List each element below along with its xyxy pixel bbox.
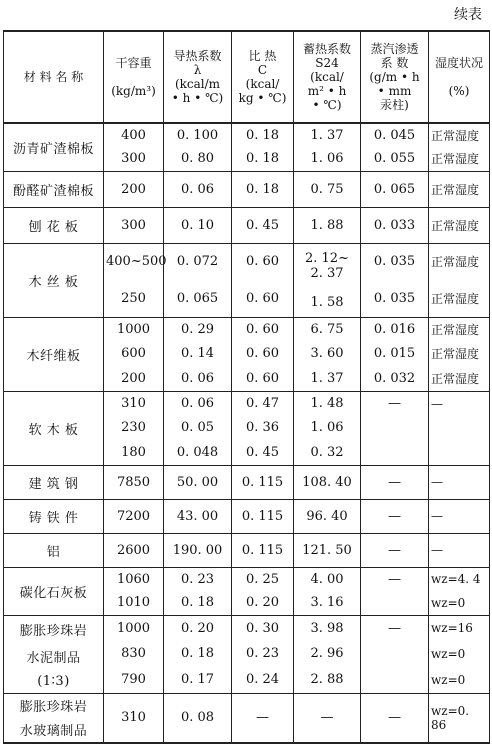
cell-value: 0. 016 — [373, 322, 416, 338]
cell-value: 1. 48 — [310, 396, 344, 412]
cell-conductivity — [164, 465, 232, 499]
cell-value: 0. 032 — [373, 370, 416, 386]
cell-value: wz=0 — [431, 595, 466, 610]
cell-value: 1. 06 — [310, 151, 344, 167]
cell-value: 1000 — [116, 620, 151, 636]
header-humidity: 湿度状况 (%) — [429, 31, 490, 123]
cell-humidity — [429, 391, 490, 465]
cell-value: 正常湿度 — [431, 255, 480, 270]
cell-name — [4, 171, 104, 207]
cell-value — [363, 420, 426, 435]
cell-vapor — [361, 465, 429, 499]
cell-vapor — [361, 567, 429, 615]
cell-storage — [294, 615, 361, 693]
cell-value: 2. 12~ 2. 37 — [305, 250, 349, 281]
cell-value: 6. 75 — [310, 322, 344, 338]
header-conductivity: 导热系数 λ (kcal/m • h • ℃) — [164, 31, 232, 123]
cell-vapor — [361, 391, 429, 465]
cell-vapor — [361, 499, 429, 533]
cell-conductivity — [164, 317, 232, 391]
table-row — [4, 243, 490, 317]
cell-value: 43. 00 — [176, 508, 219, 524]
cell-value: 0. 47 — [245, 396, 280, 412]
cell-value: 200 — [121, 181, 146, 197]
cell-value: 250 — [121, 290, 146, 306]
cell-density — [104, 499, 164, 533]
continued-label: 续表 — [454, 7, 482, 23]
cell-value: 0. 05 — [180, 420, 215, 436]
cell-value: 水泥制品 — [26, 650, 81, 666]
cell-value: 建 筑 钢 — [28, 476, 79, 492]
table-row — [4, 317, 490, 391]
cell-density — [104, 207, 164, 243]
table-row — [4, 207, 490, 243]
cell-value: 1010 — [116, 595, 151, 611]
cell-value: 0. 75 — [310, 181, 344, 197]
cell-density — [104, 243, 167, 317]
cell-value: 0. 115 — [241, 508, 284, 524]
cell-value: — — [388, 710, 401, 726]
cell-conductivity — [164, 499, 232, 533]
cell-storage — [294, 123, 361, 171]
cell-name — [4, 243, 104, 317]
cell-value: 0. 45 — [245, 444, 280, 460]
cell-value: wz=0. 86 — [431, 703, 470, 732]
cell-value: wz=4. 4 — [431, 572, 481, 587]
cell-value — [431, 445, 487, 459]
cell-value: 1. 58 — [310, 294, 344, 310]
cell-value — [431, 421, 487, 435]
cell-value: 1. 06 — [310, 420, 344, 436]
cell-value: — — [388, 571, 401, 587]
cell-value: — — [388, 396, 401, 412]
cell-value: 2600 — [116, 542, 151, 558]
cell-value: 0. 065 — [176, 290, 219, 306]
cell-specific-heat — [232, 533, 294, 567]
cell-vapor — [361, 693, 429, 743]
cell-value: 0. 048 — [176, 444, 219, 460]
cell-value: 0. 23 — [180, 571, 215, 587]
cell-vapor — [361, 533, 429, 567]
cell-specific-heat — [232, 615, 294, 693]
cell-humidity — [429, 533, 490, 567]
cell-value: 0. 065 — [373, 181, 416, 197]
cell-specific-heat — [232, 243, 294, 317]
cell-value — [363, 595, 426, 610]
cell-value: — — [320, 710, 334, 726]
cell-value: 0. 033 — [373, 217, 416, 233]
cell-value: 刨 花 板 — [28, 219, 79, 235]
cell-value: 0. 055 — [373, 151, 416, 167]
cell-conductivity — [164, 693, 232, 743]
cell-value: 0. 18 — [245, 181, 280, 197]
cell-storage — [294, 499, 361, 533]
cell-value: 木纤维板 — [26, 348, 81, 364]
cell-value: 铝 — [46, 544, 61, 560]
cell-value: 0. 06 — [180, 181, 215, 197]
cell-density — [104, 533, 164, 567]
cell-value: 0. 24 — [245, 672, 280, 688]
cell-value: 1. 37 — [310, 370, 344, 386]
cell-value: 0. 60 — [245, 254, 280, 270]
cell-specific-heat — [232, 567, 294, 615]
cell-value: 7850 — [116, 474, 151, 490]
cell-value: 0. 10 — [180, 217, 215, 233]
cell-value: 300 — [121, 151, 146, 167]
cell-value: 正常湿度 — [431, 182, 480, 197]
cell-conductivity — [164, 243, 232, 317]
table-row — [4, 499, 490, 533]
cell-value: 0. 17 — [180, 672, 215, 688]
cell-value: — — [256, 710, 269, 726]
cell-value: 沥青矿渣棉板 — [12, 141, 94, 157]
cell-conductivity — [164, 391, 232, 465]
cell-value: (1∶3) — [37, 673, 70, 689]
cell-value: 4. 00 — [310, 571, 344, 587]
cell-value: 0. 18 — [180, 646, 215, 662]
header-vapor: 蒸汽渗透 系 数 (g/m • h • mm 汞柱) — [361, 31, 429, 123]
cell-value: 7200 — [116, 508, 151, 524]
cell-humidity — [429, 693, 490, 743]
table-row — [4, 465, 490, 499]
table-row — [4, 533, 490, 567]
cell-value: 酚醛矿渣棉板 — [12, 183, 94, 199]
cell-value: — — [388, 508, 401, 524]
cell-name — [4, 499, 104, 533]
cell-density — [104, 615, 164, 693]
table-row — [4, 171, 490, 207]
cell-value: 50. 00 — [176, 474, 219, 490]
cell-name — [4, 533, 104, 567]
cell-value: 790 — [121, 672, 146, 688]
cell-name — [4, 207, 104, 243]
cell-storage — [294, 207, 361, 243]
cell-value: 400 — [121, 128, 146, 144]
cell-value: 0. 23 — [245, 646, 280, 662]
header-row — [4, 31, 490, 123]
cell-value: — — [388, 542, 401, 558]
cell-humidity — [429, 615, 490, 693]
cell-value: — — [431, 509, 443, 523]
cell-value — [363, 672, 426, 687]
cell-density — [104, 171, 164, 207]
cell-value: 木 丝 板 — [28, 274, 79, 290]
cell-value: 0. 60 — [245, 322, 280, 338]
cell-value: 1. 88 — [310, 217, 344, 233]
cell-value: 0. 115 — [241, 474, 284, 490]
cell-value: 正常湿度 — [431, 129, 480, 144]
cell-value — [363, 445, 426, 460]
cell-vapor — [361, 207, 429, 243]
cell-vapor — [361, 243, 429, 317]
cell-value: 121. 50 — [302, 542, 352, 558]
cell-value: 3. 16 — [310, 595, 344, 611]
cell-value: wz=0 — [431, 672, 466, 687]
cell-value: 0. 035 — [373, 290, 416, 306]
cell-vapor — [361, 615, 429, 693]
cell-value: 碳化石灰板 — [19, 585, 88, 601]
cell-conductivity — [164, 171, 232, 207]
cell-storage — [294, 391, 361, 465]
cell-value: 310 — [121, 396, 146, 412]
cell-value: 0. 60 — [245, 290, 280, 306]
cell-name — [4, 693, 104, 743]
cell-value: 正常湿度 — [431, 323, 480, 338]
cell-value: 0. 072 — [176, 254, 219, 270]
header-density: 干容重 (kg/m³) — [104, 31, 164, 123]
cell-value — [363, 646, 426, 661]
cell-density — [104, 567, 164, 615]
cell-density — [104, 693, 164, 743]
cell-name — [4, 615, 104, 693]
header-material: 材 料 名 称 — [4, 31, 104, 123]
cell-value: wz=0 — [431, 646, 466, 661]
cell-value: 830 — [121, 646, 146, 662]
cell-value: 0. 25 — [245, 571, 280, 587]
cell-specific-heat — [232, 171, 294, 207]
cell-conductivity — [164, 567, 232, 615]
cell-storage — [294, 171, 361, 207]
cell-vapor — [361, 171, 429, 207]
cell-value: — — [431, 396, 443, 411]
cell-specific-heat — [232, 317, 294, 391]
cell-value: 正常湿度 — [431, 218, 480, 233]
cell-value: 3. 98 — [310, 620, 344, 636]
cell-value: 310 — [121, 710, 146, 726]
cell-value: — — [388, 474, 401, 490]
cell-density — [104, 123, 164, 171]
cell-value: 软 木 板 — [28, 422, 79, 438]
cell-value: 180 — [121, 444, 146, 460]
cell-value: 水玻璃制品 — [19, 724, 88, 740]
cell-value: 600 — [121, 346, 146, 362]
cell-humidity — [429, 317, 490, 391]
cell-value: 190. 00 — [172, 542, 223, 558]
cell-value: 0. 20 — [245, 595, 280, 611]
cell-humidity — [429, 465, 490, 499]
cell-value: 正常湿度 — [431, 291, 480, 306]
cell-storage — [294, 243, 361, 317]
cell-value: 0. 20 — [180, 620, 215, 636]
cell-value: 0. 18 — [180, 595, 215, 611]
cell-specific-heat — [232, 465, 294, 499]
cell-specific-heat — [232, 391, 294, 465]
cell-humidity — [429, 499, 490, 533]
material-properties-table — [3, 30, 490, 744]
cell-value: 0. 80 — [180, 151, 215, 167]
cell-value: 0. 015 — [373, 346, 416, 362]
cell-value: 0. 18 — [245, 128, 280, 144]
cell-humidity — [429, 123, 490, 171]
cell-value: 230 — [121, 420, 146, 436]
cell-conductivity — [164, 123, 232, 171]
cell-humidity — [429, 567, 490, 615]
header-specific-heat: 比 热 C (kcal/ kg • ℃) — [232, 31, 294, 123]
cell-value: 正常湿度 — [431, 371, 480, 386]
cell-value: 0. 06 — [180, 396, 215, 412]
cell-value: 0. 29 — [180, 322, 215, 338]
cell-value: — — [431, 543, 443, 557]
cell-specific-heat — [232, 207, 294, 243]
cell-density — [104, 317, 164, 391]
cell-specific-heat — [232, 499, 294, 533]
table-row — [4, 391, 490, 465]
cell-value: 0. 06 — [180, 370, 215, 386]
cell-value: 0. 36 — [245, 420, 280, 436]
cell-value: 0. 60 — [245, 370, 280, 386]
cell-name — [4, 567, 104, 615]
cell-vapor — [361, 317, 429, 391]
cell-specific-heat — [232, 123, 294, 171]
cell-value: 300 — [121, 217, 146, 233]
cell-density — [104, 465, 164, 499]
cell-storage — [294, 317, 361, 391]
cell-humidity — [429, 243, 490, 317]
cell-value: 96. 40 — [306, 508, 348, 524]
cell-value: 正常湿度 — [431, 347, 480, 362]
cell-value: 膨胀珍珠岩 — [19, 700, 88, 716]
cell-value: wz=16 — [431, 621, 473, 636]
cell-value: 0. 18 — [245, 151, 280, 167]
cell-storage — [294, 533, 361, 567]
table-row — [4, 615, 490, 693]
cell-value: 0. 30 — [245, 620, 280, 636]
cell-value: 108. 40 — [302, 474, 352, 490]
cell-value: 0. 100 — [176, 128, 219, 144]
cell-density — [104, 391, 164, 465]
cell-value: 铸 铁 件 — [28, 510, 79, 526]
cell-value: 正常湿度 — [431, 152, 480, 167]
cell-value: 0. 08 — [180, 710, 215, 726]
cell-value: 3. 60 — [310, 346, 344, 362]
cell-storage — [294, 567, 361, 615]
cell-value: 0. 45 — [245, 217, 280, 233]
cell-value: 0. 14 — [180, 346, 215, 362]
cell-value: 0. 045 — [373, 128, 416, 144]
cell-value: 2. 88 — [310, 672, 344, 688]
cell-humidity — [429, 207, 490, 243]
cell-value: 0. 60 — [245, 346, 280, 362]
cell-conductivity — [164, 207, 232, 243]
cell-name — [4, 317, 104, 391]
cell-humidity — [429, 171, 490, 207]
cell-value: 膨胀珍珠岩 — [19, 623, 88, 639]
cell-value: 1000 — [116, 322, 151, 338]
cell-value: 400~500 — [106, 254, 167, 270]
cell-value: 2. 96 — [310, 646, 344, 662]
cell-value: — — [431, 475, 443, 489]
cell-conductivity — [164, 533, 232, 567]
cell-value: 200 — [121, 370, 146, 386]
cell-storage — [294, 465, 361, 499]
cell-name — [4, 123, 104, 171]
cell-value: 0. 115 — [241, 542, 284, 558]
cell-name — [4, 465, 104, 499]
table-row — [4, 567, 490, 615]
cell-value: — — [388, 620, 401, 636]
cell-storage — [294, 693, 361, 743]
cell-value: 0. 32 — [310, 444, 344, 460]
cell-value: 1. 37 — [310, 128, 344, 144]
cell-value: 0. 035 — [373, 254, 416, 270]
cell-specific-heat — [232, 693, 294, 743]
header-storage: 蓄热系数 S24 (kcal/ m² • h • ℃) — [294, 31, 361, 123]
cell-name — [4, 391, 104, 465]
cell-vapor — [361, 123, 429, 171]
cell-conductivity — [164, 615, 232, 693]
cell-value: 1060 — [116, 571, 151, 587]
table-row — [4, 693, 490, 743]
table-row — [4, 123, 490, 171]
